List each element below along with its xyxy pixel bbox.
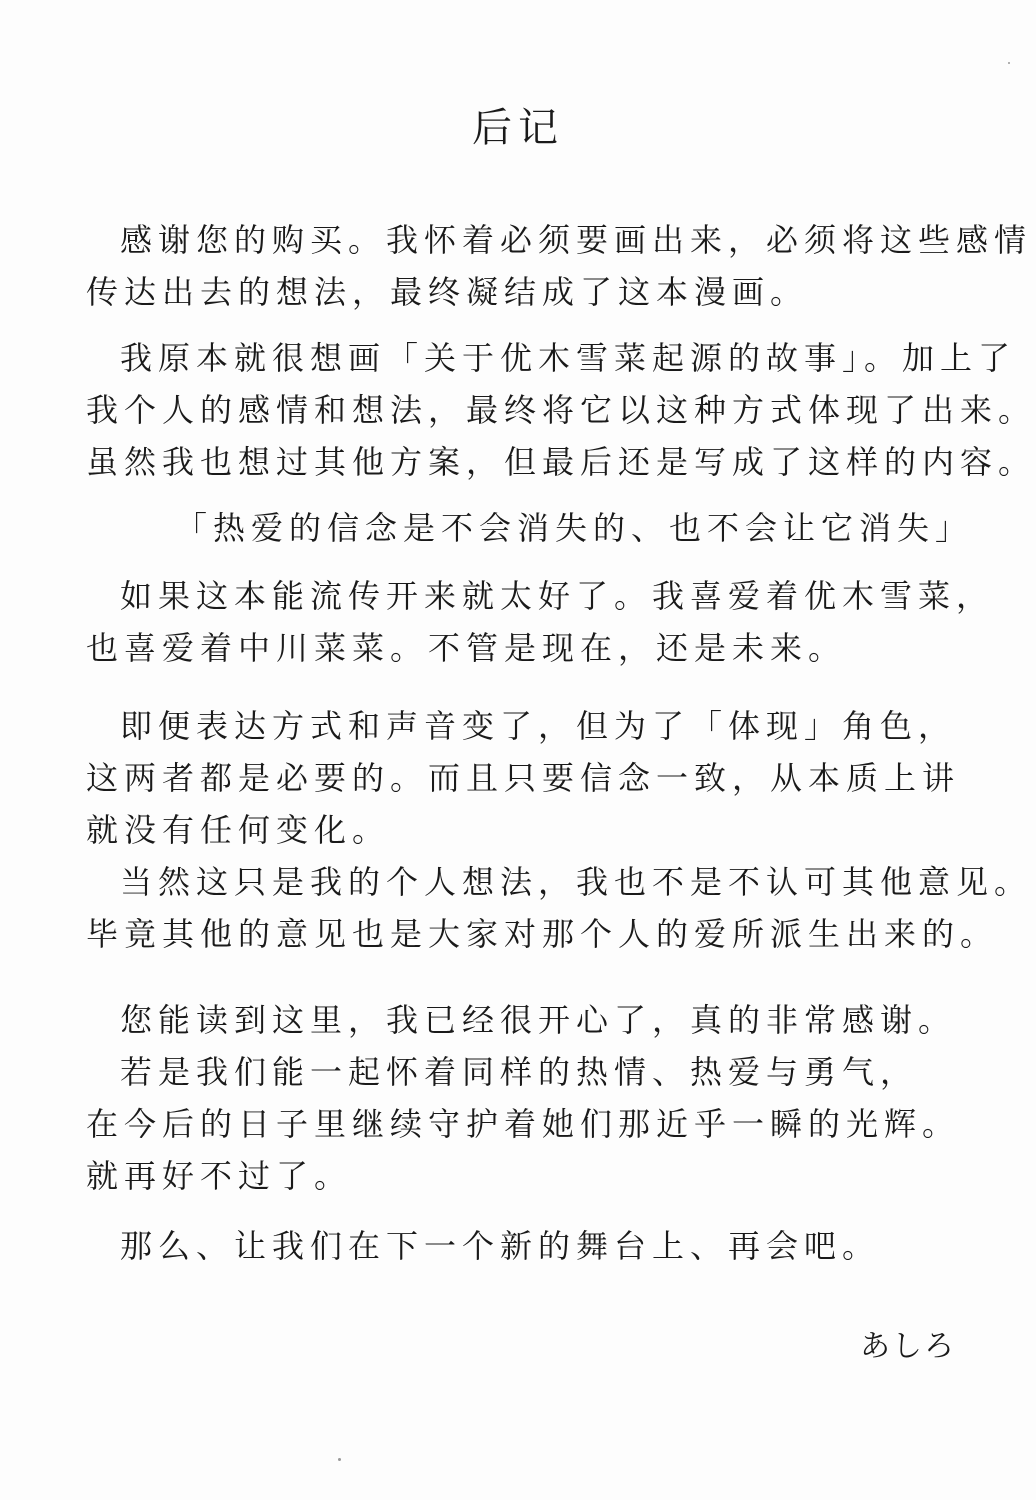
text-line: 在今后的日子里继续守护着她们那近乎一瞬的光辉。 [86,1105,961,1143]
text-line: 如果这本能流传开来就太好了。我喜爱着优木雪菜， [120,577,995,615]
text-line: 您能读到这里，我已经很开心了，真的非常感谢。 [120,1001,957,1039]
text-line: 就没有任何变化。 [86,811,391,849]
text-line: 传达出去的想法，最终凝结成了这本漫画。 [86,273,809,311]
text-line: 毕竟其他的意见也是大家对那个人的爱所派生出来的。 [86,915,999,953]
text-line: 即便表达方式和声音变了，但为了「体现」角色， [120,707,957,745]
text-line: 也喜爱着中川菜菜。不管是现在，还是未来。 [86,629,847,667]
paper-speck [338,1458,341,1461]
text-line: 若是我们能一起怀着同样的热情、热爱与勇气， [120,1053,919,1091]
text-line: 那么、让我们在下一个新的舞台上、再会吧。 [120,1227,881,1265]
text-line: 这两者都是必要的。而且只要信念一致，从本质上讲 [86,759,961,797]
text-line: 当然这只是我的个人想法，我也不是不认可其他意见。 [120,863,1033,901]
paper-speck [1008,62,1010,64]
text-line: 我原本就很想画「关于优木雪菜起源的故事」。加上了 [120,339,1017,377]
text-line: 虽然我也想过其他方案，但最后还是写成了这样的内容。 [86,443,1036,481]
page-title: 后记 [472,105,564,151]
author-signature: あしろ [860,1329,956,1364]
text-line: 就再好不过了。 [86,1157,353,1195]
text-line: 我个人的感情和想法，最终将它以这种方式体现了出来。 [86,391,1036,429]
quote-line: 「热爱的信念是不会消失的、也不会让它消失」 [175,509,974,547]
text-line: 感谢您的购买。我怀着必须要画出来，必须将这些感情 [120,221,1033,259]
